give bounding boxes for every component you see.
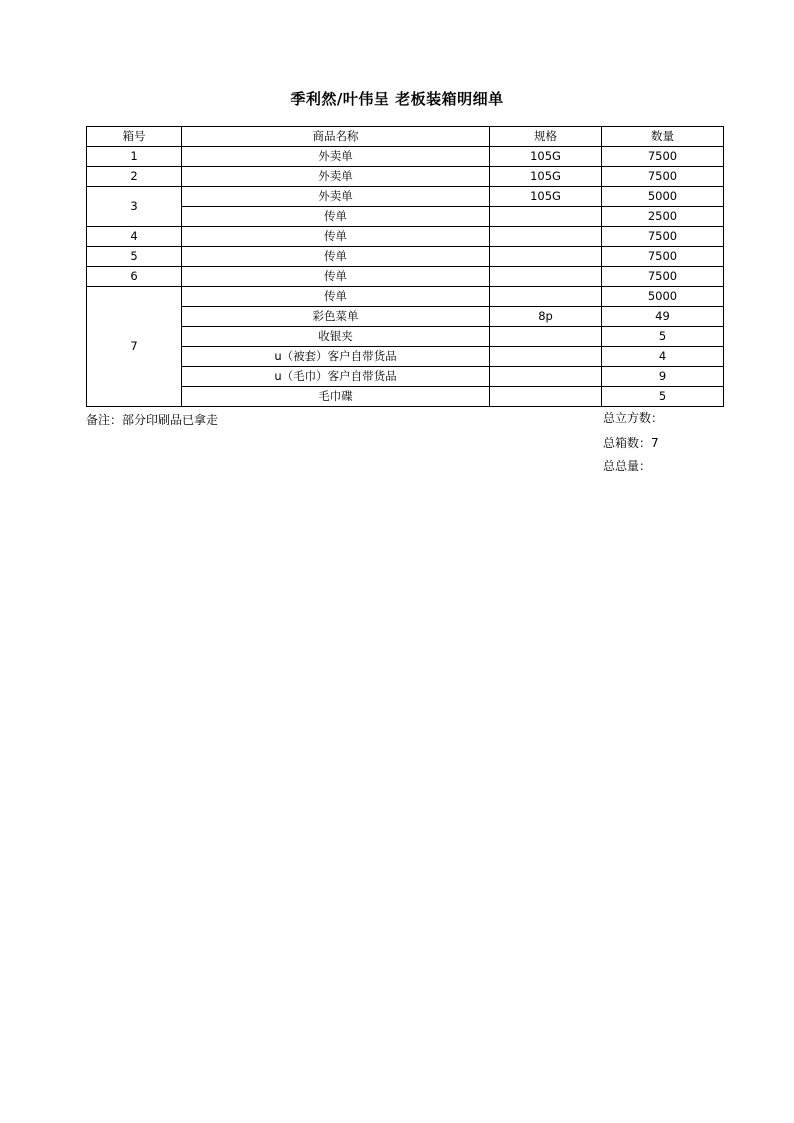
product-name-cell: 传单: [182, 287, 490, 307]
document-title: 季利然/叶伟呈 老板装箱明细单: [290, 90, 504, 108]
total-boxes-label: 总箱数：7: [603, 436, 659, 450]
spec-cell: 105G: [490, 187, 602, 207]
spec-cell: 105G: [490, 147, 602, 167]
quantity-cell: 7500: [602, 167, 724, 187]
spec-cell: [490, 367, 602, 387]
table-row: [87, 287, 724, 307]
box-number-cell: 1: [87, 147, 182, 167]
spec-cell: [490, 347, 602, 367]
table-row: [87, 147, 724, 167]
product-name-cell: 传单: [182, 267, 490, 287]
table-row: [87, 367, 724, 387]
spec-cell: 105G: [490, 167, 602, 187]
header-product-name: 商品名称: [182, 127, 490, 147]
product-name-cell: 外卖单: [182, 167, 490, 187]
table-row: [87, 187, 724, 207]
product-name-cell: 彩色菜单: [182, 307, 490, 327]
table-row: [87, 227, 724, 247]
table-row: [87, 327, 724, 347]
product-name-cell: 收银夹: [182, 327, 490, 347]
table-row: [87, 347, 724, 367]
spec-cell: [490, 247, 602, 267]
table-row: [87, 167, 724, 187]
product-name-cell: 外卖单: [182, 147, 490, 167]
product-name-cell: 传单: [182, 207, 490, 227]
total-volume-label: 总立方数：: [603, 411, 664, 425]
table-row: [87, 207, 724, 227]
table-header-row: [87, 127, 724, 147]
spec-cell: [490, 387, 602, 407]
product-name-cell: 传单: [182, 227, 490, 247]
quantity-cell: 7500: [602, 147, 724, 167]
table-row: [87, 247, 724, 267]
product-name-cell: 毛巾碟: [182, 387, 490, 407]
quantity-cell: 7500: [602, 267, 724, 287]
packing-list-table: [86, 126, 724, 407]
quantity-cell: 7500: [602, 227, 724, 247]
header-box-number: 箱号: [87, 127, 182, 147]
quantity-cell: 5000: [602, 287, 724, 307]
product-name-cell: 传单: [182, 247, 490, 267]
table-row: [87, 307, 724, 327]
spec-cell: [490, 207, 602, 227]
quantity-cell: 4: [602, 347, 724, 367]
box-number-cell: 2: [87, 167, 182, 187]
quantity-cell: 9: [602, 367, 724, 387]
spec-cell: [490, 267, 602, 287]
box-number-cell: 7: [87, 287, 182, 407]
spec-cell: [490, 227, 602, 247]
quantity-cell: 5: [602, 387, 724, 407]
quantity-cell: 7500: [602, 247, 724, 267]
box-number-cell: 4: [87, 227, 182, 247]
header-quantity: 数量: [602, 127, 724, 147]
quantity-cell: 2500: [602, 207, 724, 227]
quantity-cell: 5: [602, 327, 724, 347]
product-name-cell: u（毛巾）客户自带货品: [182, 367, 490, 387]
spec-cell: [490, 327, 602, 347]
box-number-cell: 5: [87, 247, 182, 267]
product-name-cell: u（被套）客户自带货品: [182, 347, 490, 367]
box-number-cell: 3: [87, 187, 182, 227]
remarks-note: 备注：部分印刷品已拿走: [86, 413, 219, 427]
total-weight-label: 总总量：: [603, 459, 652, 473]
box-number-cell: 6: [87, 267, 182, 287]
spec-cell: 8p: [490, 307, 602, 327]
quantity-cell: 5000: [602, 187, 724, 207]
spec-cell: [490, 287, 602, 307]
quantity-cell: 49: [602, 307, 724, 327]
header-spec: 规格: [490, 127, 602, 147]
product-name-cell: 外卖单: [182, 187, 490, 207]
table-row: [87, 387, 724, 407]
table-row: [87, 267, 724, 287]
